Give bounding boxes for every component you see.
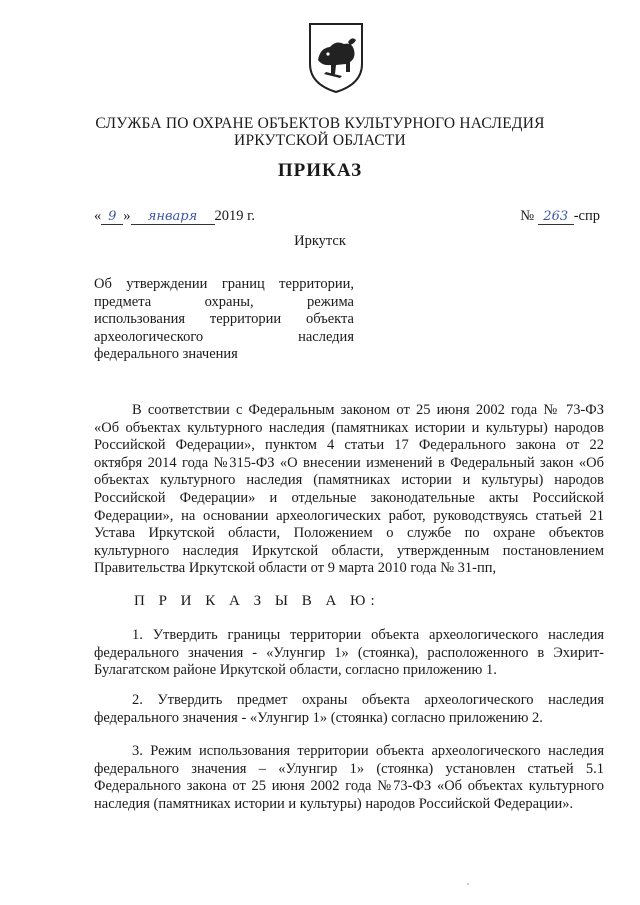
handwritten-number: 263 [538,209,574,225]
preamble-line: октября 2014 года №315-ФЗ «О внесении изменений в Федеральный закон «Об [94,454,604,471]
order-item-3 [94,743,604,813]
document-subject [94,276,354,364]
handwritten-month: января [131,209,215,225]
irkutsk-coat-of-arms-icon [306,20,366,94]
preamble-line: культурного наследия Иркутской области, утвержденным постановлением [94,542,604,559]
preamble-line: «Об объектах культурного наследия (памятниках истории и культуры) народов [94,419,604,436]
document-number [520,208,600,225]
preamble-line: Российской Федерации», пунктом 4 статьи 17 Федерального закона от 22 [94,437,604,454]
preamble-line: Правительства Иркутской области от 9 марта 2010 года № 31-пп, [94,560,497,577]
preamble-line: Российской Федерации» и отдельные законодательные акты Российской [94,489,604,506]
item-line: федерального значения - «Улунгир 1» (стоянка), расположенного в Эхирит- [94,644,604,661]
organization-name: СЛУЖБА ПО ОХРАНЕ ОБЪЕКТОВ КУЛЬТУРНОГО НАСЛЕДИЯ [95,115,545,132]
subject-line: Об утверждении границ территории, [94,276,354,292]
year: 2019 г. [214,208,256,224]
order-item-1 [94,627,604,680]
document-title: ПРИКАЗ [277,160,363,181]
subject-line: предмета охраны, режима [94,293,354,310]
order-item-2 [94,692,604,727]
number-sign: № [520,208,535,224]
quote-close: » [123,208,131,224]
document-city: Иркутск [294,233,346,249]
item-line: 1. Утвердить границы территории объекта археологического наследия [132,627,604,643]
item-line: федерального значения - «Улунгир 1» (стоянка) согласно приложению 2. [94,709,543,726]
handwritten-day: 9 [101,209,123,225]
organization-region: ИРКУТСКОЙ ОБЛАСТИ [234,132,406,149]
document-date [94,208,255,225]
item-line: федерального значения – «Улунгир 1» (стоянка) установлен статьей 5.1 [94,760,604,777]
item-line: Булагатском районе Иркутской области, согласно приложению 1. [94,662,497,679]
item-line: 3. Режим использования территории объекта археологического наследия [132,743,604,759]
preamble-line: Федерации», на основании археологических работ, руководствуясь статьей 21 [94,507,604,524]
preamble-paragraph [94,402,604,578]
number-suffix: -спр [573,208,600,224]
item-line: наследия (памятниках истории и культуры) народов Российской Федерации». [94,795,574,812]
subject-line: федерального значения [94,346,238,362]
subject-line: археологического наследия [94,328,354,345]
subject-line: использования территории объекта [94,311,354,327]
order-heading: П Р И К А З Ы В А Ю: [134,593,380,609]
preamble-line: Устава Иркутской области, Положением о службе по охране объектов [94,525,604,542]
quote-open: « [94,208,102,224]
preamble-line: объектах культурного наследия (памятниках истории и культуры) народов [94,472,604,489]
scan-speck [467,883,469,885]
item-line: 2. Утвердить предмет охраны объекта археологического наследия [132,692,604,708]
preamble-line: В соответствии с Федеральным законом от 25 июня 2002 года № 73-ФЗ [132,402,604,418]
item-line: Федерального закона от 25 июня 2002 года №73-ФЗ «Об объектах культурного [94,778,604,795]
